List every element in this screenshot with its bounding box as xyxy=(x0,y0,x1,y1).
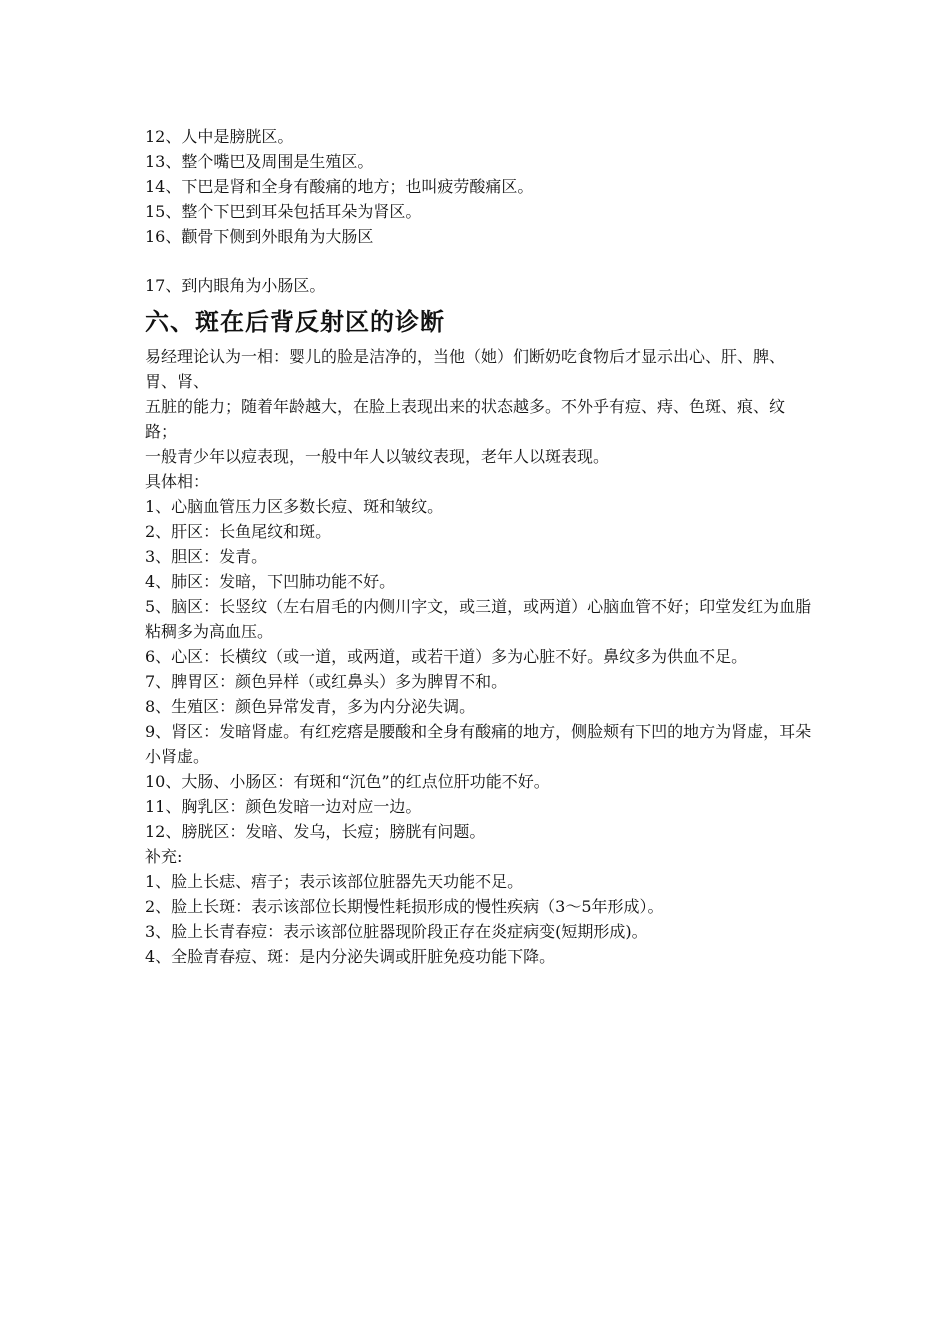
list-item: 14、下巴是肾和全身有酸痛的地方；也叫疲劳酸痛区。 xyxy=(145,177,534,196)
diagnosis-item: 7、脾胃区：颜色异样（或红鼻头）多为脾胃不和。 xyxy=(145,672,508,691)
diagnosis-item: 12、膀胱区：发暗、发乌，长痘；膀胱有问题。 xyxy=(145,822,486,841)
document-body xyxy=(145,124,815,969)
intro-paragraph: 一般青少年以痘表现，一般中年人以皱纹表现，老年人以斑表现。 xyxy=(145,447,610,466)
supplement-item: 4、全脸青春痘、斑：是内分泌失调或肝脏免疫功能下降。 xyxy=(145,947,556,966)
list-item: 17、到内眼角为小肠区。 xyxy=(145,276,326,295)
diagnosis-item: 1、心脑血管压力区多数长痘、斑和皱纹。 xyxy=(145,497,444,516)
supplement-label: 补充: xyxy=(145,847,183,866)
diagnosis-item: 3、胆区：发青。 xyxy=(145,547,268,566)
diagnosis-item: 11、胸乳区：颜色发暗一边对应一边。 xyxy=(145,797,422,816)
intro-paragraph: 五脏的能力；随着年龄越大，在脸上表现出来的状态越多。不外乎有痘、痔、色斑、痕、纹路； xyxy=(145,397,786,441)
list-item: 13、整个嘴巴及周围是生殖区。 xyxy=(145,152,374,171)
diagnosis-item: 6、心区：长横纹（或一道，或两道，或若干道）多为心脏不好。鼻纹多为供血不足。 xyxy=(145,647,748,666)
supplement-item: 2、脸上长斑：表示该部位长期慢性耗损形成的慢性疾病（3～5年形成）。 xyxy=(145,897,664,916)
diagnosis-item: 4、肺区：发暗，下凹肺功能不好。 xyxy=(145,572,396,591)
blank-line xyxy=(145,249,815,273)
diagnosis-item: 10、大肠、小肠区：有斑和“沉色”的红点位肝功能不好。 xyxy=(145,772,550,791)
diagnosis-item: 5、脑区：长竖纹（左右眉毛的内侧川字文，或三道，或两道）心脑血管不好；印堂发红为血脂粘稠多为高血压。 xyxy=(145,597,812,641)
intro-paragraph: 易经理论认为一相：婴儿的脸是洁净的，当他（她）们断奶吃食物后才显示出心、肝、脾、胃、肾、 xyxy=(145,347,786,391)
diagnosis-item: 8、生殖区：颜色异常发青，多为内分泌失调。 xyxy=(145,697,476,716)
diagnosis-item: 9、肾区：发暗肾虚。有红疙瘩是腰酸和全身有酸痛的地方，侧脸颊有下凹的地方为肾虚，耳朵小肾虚。 xyxy=(145,722,812,766)
list-item: 15、整个下巴到耳朵包括耳朵为肾区。 xyxy=(145,202,422,221)
list-item: 12、人中是膀胱区。 xyxy=(145,127,294,146)
supplement-item: 1、脸上长痣、痦子；表示该部位脏器先天功能不足。 xyxy=(145,872,524,891)
section-heading: 六、斑在后背反射区的诊断 xyxy=(145,308,445,336)
diagnosis-item: 2、肝区：长鱼尾纹和斑。 xyxy=(145,522,332,541)
supplement-item: 3、脸上长青春痘：表示该部位脏器现阶段正存在炎症病变(短期形成)。 xyxy=(145,922,648,941)
list-item: 16、颧骨下侧到外眼角为大肠区 xyxy=(145,227,374,246)
subheading-label: 具体相： xyxy=(145,472,210,491)
